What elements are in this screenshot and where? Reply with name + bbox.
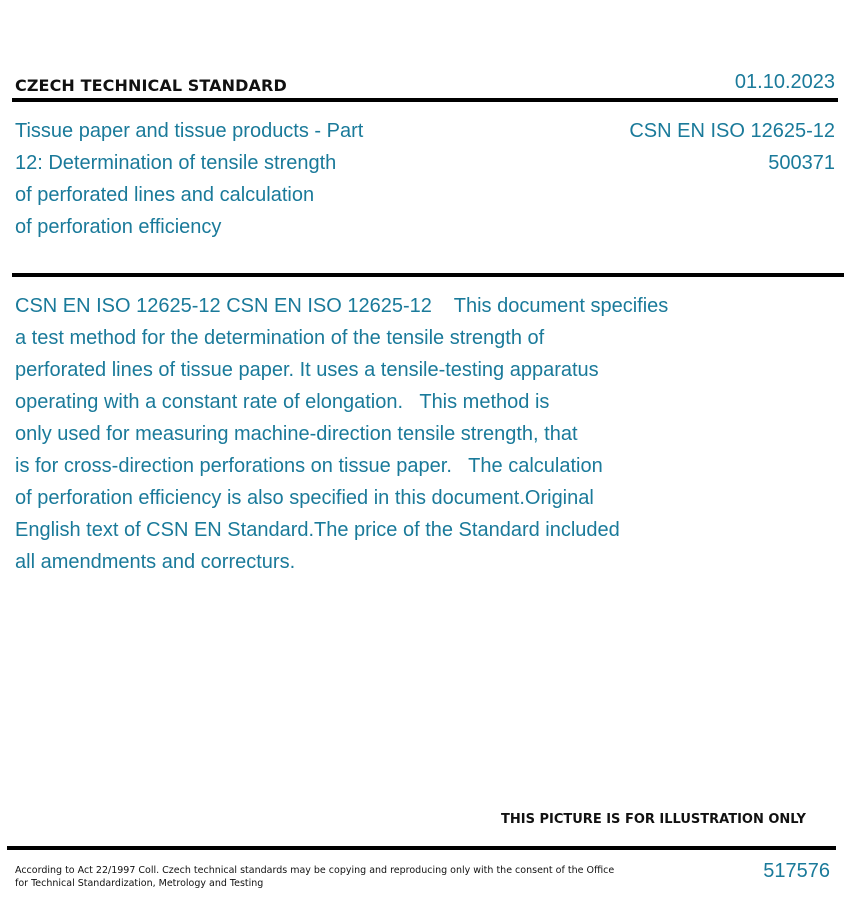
illustration-disclaimer: THIS PICTURE IS FOR ILLUSTRATION ONLY	[501, 812, 806, 827]
abstract-line: CSN EN ISO 12625-12 CSN EN ISO 12625-12 This document specifies	[15, 295, 669, 317]
document-type-label: CZECH TECHNICAL STANDARD	[15, 76, 287, 95]
legal-line: According to Act 22/1997 Coll. Czech technical standards may be copying and reproducing only with the consent of the Office	[15, 865, 615, 876]
document-id: 517576	[763, 860, 830, 882]
abstract-text	[15, 290, 745, 578]
title-line: 12: Determination of tensile strength	[15, 152, 337, 174]
title-line: of perforation efficiency	[15, 216, 222, 238]
footer-divider	[7, 846, 836, 850]
legal-notice	[15, 864, 614, 890]
abstract-line: a test method for the determination of the tensile strength of	[15, 327, 545, 349]
publication-date: 01.10.2023	[734, 71, 835, 93]
standard-identifiers	[629, 115, 835, 179]
standard-code: CSN EN ISO 12625-12	[629, 120, 835, 142]
abstract-line: perforated lines of tissue paper. It uses a tensile-testing apparatus	[15, 359, 599, 381]
title-line: of perforated lines and calculation	[15, 184, 315, 206]
standard-title	[15, 115, 415, 243]
title-divider	[12, 273, 844, 277]
legal-line: for Technical Standardization, Metrology and Testing	[15, 878, 264, 889]
header-divider	[12, 98, 838, 102]
abstract-line: all amendments and correcturs.	[15, 551, 296, 573]
catalog-number: 500371	[768, 152, 835, 174]
abstract-line: operating with a constant rate of elongation. This method is	[15, 391, 550, 413]
abstract-line: only used for measuring machine-direction tensile strength, that	[15, 423, 578, 445]
abstract-line: of perforation efficiency is also specified in this document.Original	[15, 487, 594, 509]
abstract-line: is for cross-direction perforations on tissue paper. The calculation	[15, 455, 603, 477]
title-line: Tissue paper and tissue products - Part	[15, 120, 364, 142]
abstract-line: English text of CSN EN Standard.The price of the Standard included	[15, 519, 620, 541]
